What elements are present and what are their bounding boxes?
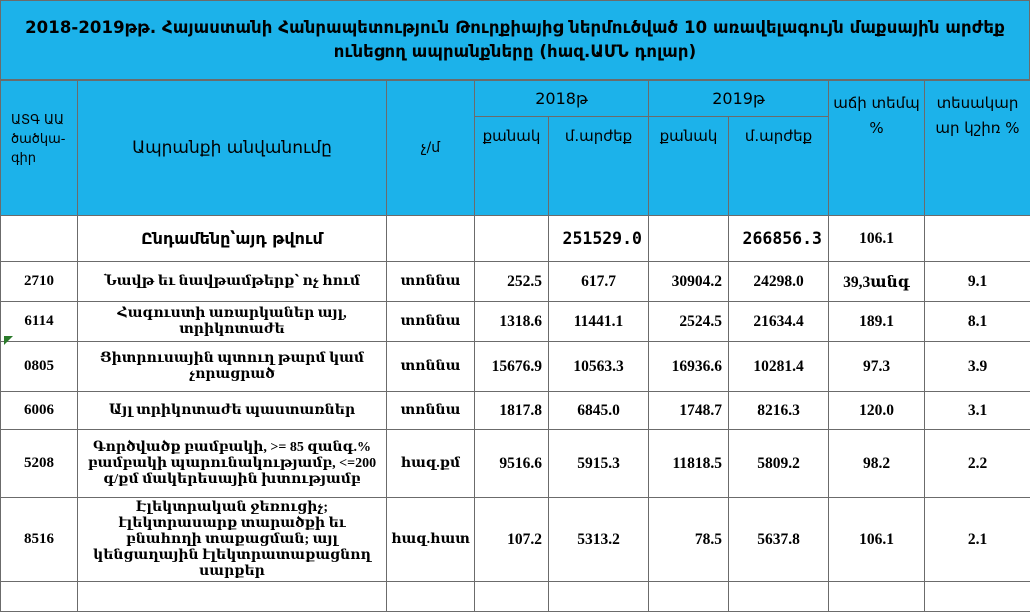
header-code: ԱՏԳ ԱԱ ծածկա- գիր bbox=[1, 81, 78, 216]
table-row-partial bbox=[1, 582, 1030, 612]
table-title bbox=[0, 0, 1030, 80]
row-qty-2019: 11818.5 bbox=[649, 430, 729, 498]
total-qty-2019 bbox=[649, 216, 729, 262]
row-share: 2.1 bbox=[925, 498, 1030, 582]
total-row bbox=[1, 216, 1030, 262]
table-row bbox=[1, 262, 1030, 302]
row-qty-2018: 1318.6 bbox=[475, 302, 549, 342]
row-share: 3.1 bbox=[925, 392, 1030, 430]
row-qty-2019: 2524.5 bbox=[649, 302, 729, 342]
row-value-2018: 617.7 bbox=[549, 262, 649, 302]
table-title-line2: ունեցող ապրանքները (հազ.ԱՄՆ դոլար) bbox=[1, 40, 1029, 64]
row-value-2018: 10563.3 bbox=[549, 342, 649, 392]
row-growth: 106.1 bbox=[829, 498, 925, 582]
row-code: 8516 bbox=[1, 498, 78, 582]
row-value-2019: 5637.8 bbox=[729, 498, 829, 582]
row-name: Հագուստի առարկաներ այլ, տրիկոտաժե bbox=[78, 302, 387, 342]
row-qty-2019: 78.5 bbox=[649, 498, 729, 582]
header-year-2018: 2018թ bbox=[475, 81, 649, 117]
row-growth: 189.1 bbox=[829, 302, 925, 342]
header-unit: չ/մ bbox=[387, 81, 475, 216]
header-qty-2019: քանակ bbox=[649, 117, 729, 216]
total-share bbox=[925, 216, 1030, 262]
row-unit: տոննա bbox=[387, 262, 475, 302]
row-name: Ցիտրուսային պտուղ թարմ կամ չորացրած bbox=[78, 342, 387, 392]
row-name: Նավթ եւ նավթամթերք՝ ոչ հում bbox=[78, 262, 387, 302]
row-code: 5208 bbox=[1, 430, 78, 498]
row-code: 0805 bbox=[1, 342, 78, 392]
row-unit: տոննա bbox=[387, 342, 475, 392]
row-share: 3.9 bbox=[925, 342, 1030, 392]
row-name: Գործվածք բամբակի, >= 85 զանգ.% բամբակի պարունակությամբ, <=200 գ/քմ մակերեսային խտությամբ bbox=[78, 430, 387, 498]
row-qty-2018: 15676.9 bbox=[475, 342, 549, 392]
row-unit: տոննա bbox=[387, 302, 475, 342]
header-value-2018: մ.արժեք bbox=[549, 117, 649, 216]
row-unit: հազ.հատ bbox=[387, 498, 475, 582]
row-value-2018: 6845.0 bbox=[549, 392, 649, 430]
total-growth: 106.1 bbox=[829, 216, 925, 262]
row-code: 6006 bbox=[1, 392, 78, 430]
import-table bbox=[0, 80, 1030, 612]
total-code bbox=[1, 216, 78, 262]
row-unit: հազ.քմ bbox=[387, 430, 475, 498]
row-qty-2019: 30904.2 bbox=[649, 262, 729, 302]
header-value-2019: մ.արժեք bbox=[729, 117, 829, 216]
header-qty-2018: քանակ bbox=[475, 117, 549, 216]
row-share: 9.1 bbox=[925, 262, 1030, 302]
row-value-2019: 24298.0 bbox=[729, 262, 829, 302]
row-code: 2710 bbox=[1, 262, 78, 302]
row-share: 2.2 bbox=[925, 430, 1030, 498]
table-row bbox=[1, 392, 1030, 430]
row-qty-2019: 1748.7 bbox=[649, 392, 729, 430]
row-value-2018: 11441.1 bbox=[549, 302, 649, 342]
total-qty-2018 bbox=[475, 216, 549, 262]
row-value-2019: 21634.4 bbox=[729, 302, 829, 342]
header-growth: աճի տեմպ % bbox=[829, 81, 925, 216]
row-name: Այլ տրիկոտաժե պաստառներ bbox=[78, 392, 387, 430]
header-year-2019: 2019թ bbox=[649, 81, 829, 117]
table-row bbox=[1, 342, 1030, 392]
cell-comment-marker bbox=[4, 336, 13, 345]
table-row bbox=[1, 302, 1030, 342]
total-label: Ընդամենը՝այդ թվում bbox=[78, 216, 387, 262]
table-row bbox=[1, 498, 1030, 582]
row-share: 8.1 bbox=[925, 302, 1030, 342]
row-growth: 97.3 bbox=[829, 342, 925, 392]
row-value-2018: 5915.3 bbox=[549, 430, 649, 498]
total-value-2018: 251529.0 bbox=[549, 216, 649, 262]
row-unit: տոննա bbox=[387, 392, 475, 430]
row-value-2019: 8216.3 bbox=[729, 392, 829, 430]
table-title-line1: 2018-2019թթ. Հայաստանի Հանրապետություն Թուրքիայից ներմուծված 10 առավելագույն մաքսային արժեք bbox=[1, 16, 1029, 40]
row-qty-2018: 9516.6 bbox=[475, 430, 549, 498]
row-qty-2018: 252.5 bbox=[475, 262, 549, 302]
header-name: Ապրանքի անվանումը bbox=[78, 81, 387, 216]
row-value-2018: 5313.2 bbox=[549, 498, 649, 582]
total-value-2019: 266856.3 bbox=[729, 216, 829, 262]
row-qty-2018: 1817.8 bbox=[475, 392, 549, 430]
row-growth: 120.0 bbox=[829, 392, 925, 430]
row-qty-2019: 16936.6 bbox=[649, 342, 729, 392]
row-value-2019: 10281.4 bbox=[729, 342, 829, 392]
total-unit bbox=[387, 216, 475, 262]
table-row bbox=[1, 430, 1030, 498]
row-name: Էլեկտրական ջեռուցիչ; էլեկտրասարք տարածքի եւ բնահողի տաքացման; այլ կենցաղային էլեկտրատաքացնող սարքեր bbox=[78, 498, 387, 582]
header-share: տեսակար ար կշիռ % bbox=[925, 81, 1030, 216]
row-code: 6114 bbox=[1, 302, 78, 342]
row-growth: 39,3անգ bbox=[829, 262, 925, 302]
row-value-2019: 5809.2 bbox=[729, 430, 829, 498]
row-growth: 98.2 bbox=[829, 430, 925, 498]
row-qty-2018: 107.2 bbox=[475, 498, 549, 582]
